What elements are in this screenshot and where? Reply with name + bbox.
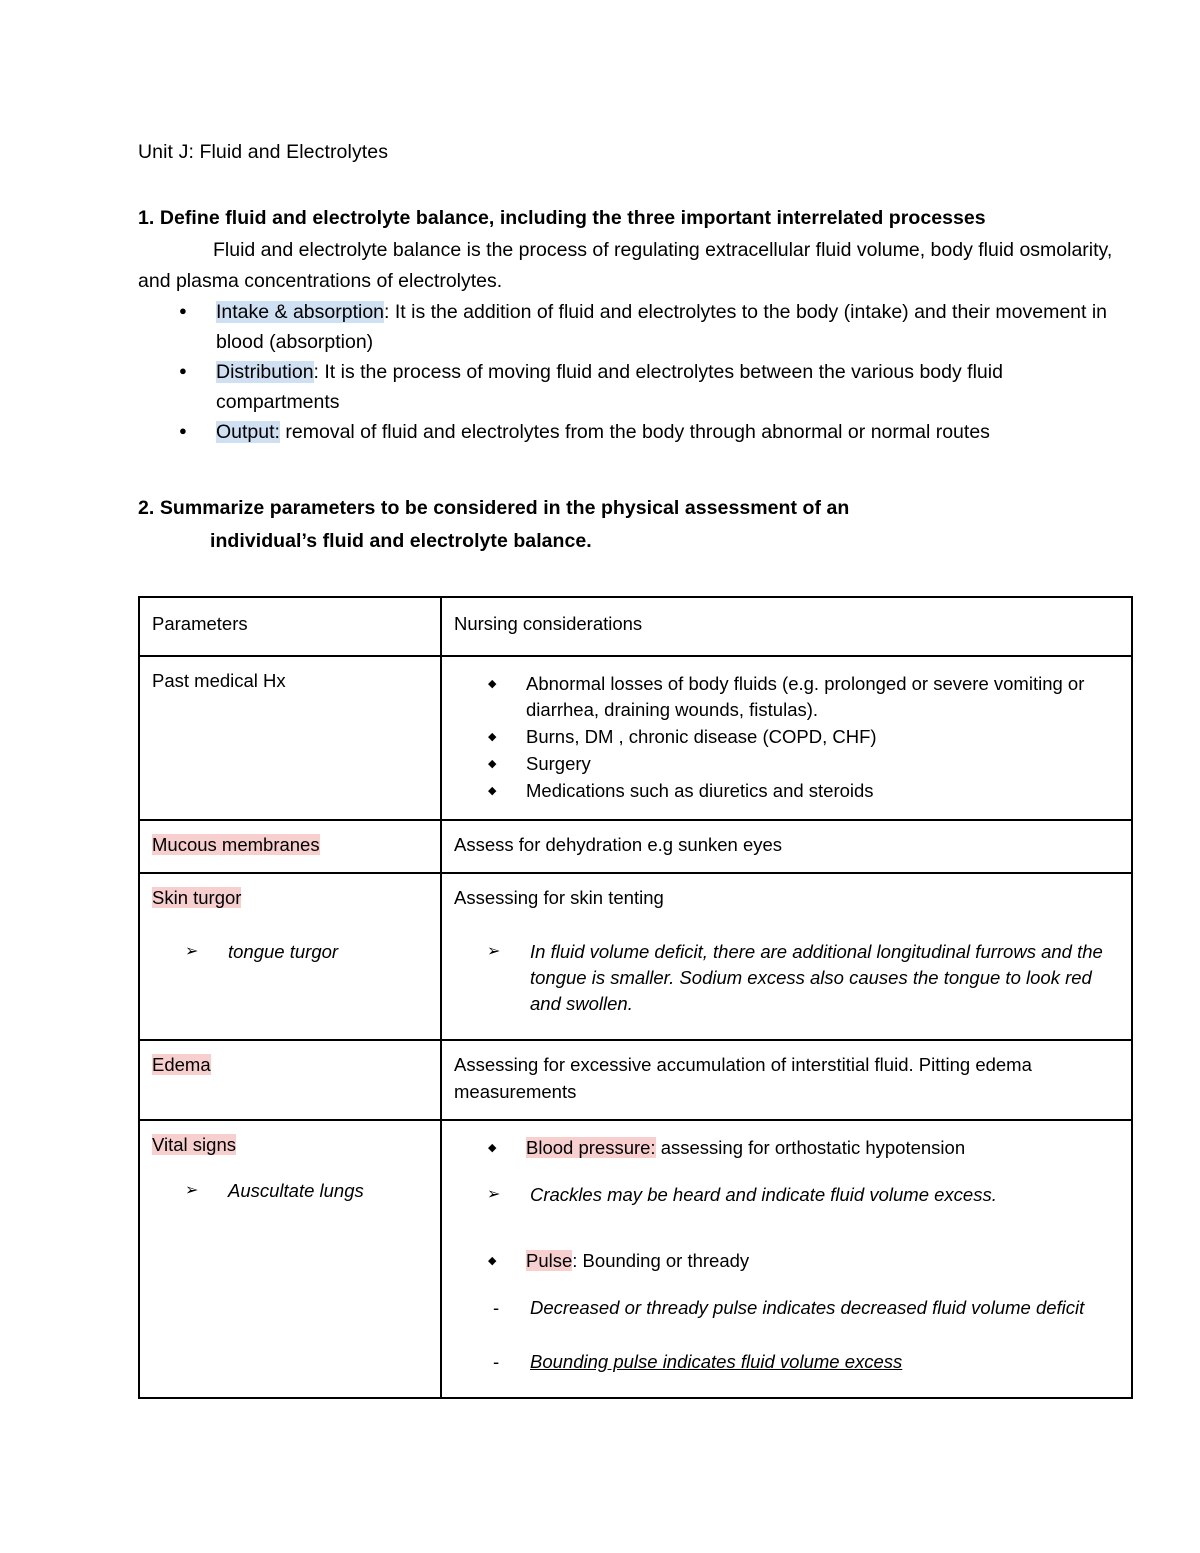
- considerations-bullet-list-pulse: [454, 1248, 1119, 1274]
- cell-spacer: [454, 911, 1119, 939]
- parameter-label-highlight: Vital signs: [152, 1134, 236, 1155]
- considerations-dash-list-decreased: [454, 1295, 1119, 1321]
- list-item: [486, 1248, 1119, 1274]
- list-item: [178, 357, 1125, 417]
- pulse-text: : Bounding or thready: [572, 1250, 750, 1271]
- list-item: ➢ Auscultate lungs: [185, 1178, 428, 1204]
- parameter-mucous-membranes: [139, 820, 441, 873]
- bullet-3-text: removal of fluid and electrolytes from the body through abnormal or normal routes: [279, 421, 990, 443]
- list-item: [487, 1349, 1119, 1375]
- section-spacer: [138, 447, 1125, 492]
- column-header-parameters: Parameters: [139, 597, 441, 656]
- bounding-pulse-underlined-text: Bounding pulse indicates fluid volume excess: [530, 1351, 903, 1372]
- bullet-1-highlight: Intake & absorption: [216, 301, 385, 323]
- list-item: ◆ Burns, DM , chronic disease (COPD, CHF): [486, 724, 1119, 750]
- bullet-2-text: : It is the process of moving fluid and electrolytes between the various body fluid compartments: [216, 361, 1003, 413]
- parameters-table: [138, 596, 1133, 1399]
- parameter-label-highlight: Edema: [152, 1054, 211, 1075]
- parameter-label-highlight: Skin turgor: [152, 887, 242, 908]
- question-1-bullet-list: [138, 297, 1125, 447]
- parameter-past-medical-hx: Past medical Hx: [139, 656, 441, 820]
- table-row: [139, 656, 1132, 820]
- question-2-heading: [138, 492, 1125, 558]
- list-item: ◆ Surgery: [486, 751, 1119, 777]
- list-item: [178, 297, 1125, 357]
- blood-pressure-highlight: Blood pressure:: [526, 1137, 656, 1158]
- table-row: [139, 873, 1132, 1040]
- list-item: ➢ tongue turgor: [185, 939, 428, 965]
- question-2-heading-line-2: individual’s fluid and electrolyte balance.: [210, 530, 592, 552]
- blood-pressure-text: assessing for orthostatic hypotension: [655, 1137, 966, 1158]
- cell-spacer: [454, 1208, 1119, 1244]
- considerations-vital-signs: [441, 1120, 1132, 1398]
- question-1-intro-paragraph: Fluid and electrolyte balance is the process of regulating extracellular fluid volume, body fluid osmolarity, and plasma concentrations of electrolytes.: [138, 239, 1113, 292]
- considerations-edema: Assessing for excessive accumulation of interstitial fluid. Pitting edema measurements: [441, 1040, 1132, 1120]
- table-header-row: [139, 597, 1132, 656]
- table-row: [139, 1120, 1132, 1398]
- column-header-nursing-considerations: Nursing considerations: [441, 597, 1132, 656]
- question-2-heading-line-1: 2. Summarize parameters to be considered in the physical assessment of an: [138, 497, 850, 519]
- considerations-bullet-list: [454, 671, 1119, 804]
- bullet-2-highlight: Distribution: [216, 361, 314, 383]
- list-item: ➢ Crackles may be heard and indicate fluid volume excess.: [487, 1182, 1119, 1208]
- list-item: ◆ Abnormal losses of body fluids (e.g. prolonged or severe vomiting or diarrhea, draining wounds, fistulas).: [486, 671, 1119, 723]
- cell-spacer: [454, 1321, 1119, 1349]
- pulse-highlight: Pulse: [526, 1250, 573, 1271]
- cell-spacer: [152, 911, 428, 939]
- considerations-dash-list-bounding: [454, 1349, 1119, 1375]
- cell-spacer: [454, 1275, 1119, 1295]
- table-row: [139, 1040, 1132, 1120]
- parameter-subitem-list: [152, 1178, 428, 1204]
- list-item: [486, 1135, 1119, 1161]
- cell-spacer: [454, 1162, 1119, 1182]
- considerations-past-medical-hx: [441, 656, 1132, 820]
- table-row: [139, 820, 1132, 873]
- cell-spacer: [152, 1158, 428, 1178]
- considerations-text: Assessing for skin tenting: [454, 887, 664, 908]
- considerations-subitem-list: [454, 939, 1119, 1017]
- parameter-skin-turgor: [139, 873, 441, 1040]
- list-item: [178, 417, 1125, 447]
- parameter-label-highlight: Mucous membranes: [152, 834, 320, 855]
- considerations-bullet-list-bp: [454, 1135, 1119, 1161]
- parameter-edema: [139, 1040, 441, 1120]
- list-item: ➢ In fluid volume deficit, there are additional longitudinal furrows and the tongue is smaller. Sodium excess also causes the tongue to look red and swollen.: [487, 939, 1119, 1017]
- considerations-skin-turgor: [441, 873, 1132, 1040]
- document-title: Unit J: Fluid and Electrolytes: [138, 141, 389, 163]
- list-item: ◆ Medications such as diuretics and steroids: [486, 778, 1119, 804]
- bullet-3-highlight: Output:: [216, 421, 280, 443]
- bullet-1-text: : It is the addition of fluid and electrolytes to the body (intake) and their movement in blood (absorption): [216, 301, 1108, 353]
- considerations-mucous-membranes: Assess for dehydration e.g sunken eyes: [441, 820, 1132, 873]
- considerations-arrow-list-crackles: [454, 1182, 1119, 1208]
- parameter-vital-signs: [139, 1120, 441, 1398]
- list-item: - Decreased or thready pulse indicates decreased fluid volume deficit: [487, 1295, 1119, 1321]
- question-1-heading: 1. Define fluid and electrolyte balance, including the three important interrelated processes: [138, 207, 986, 229]
- parameter-subitem-list: [152, 939, 428, 965]
